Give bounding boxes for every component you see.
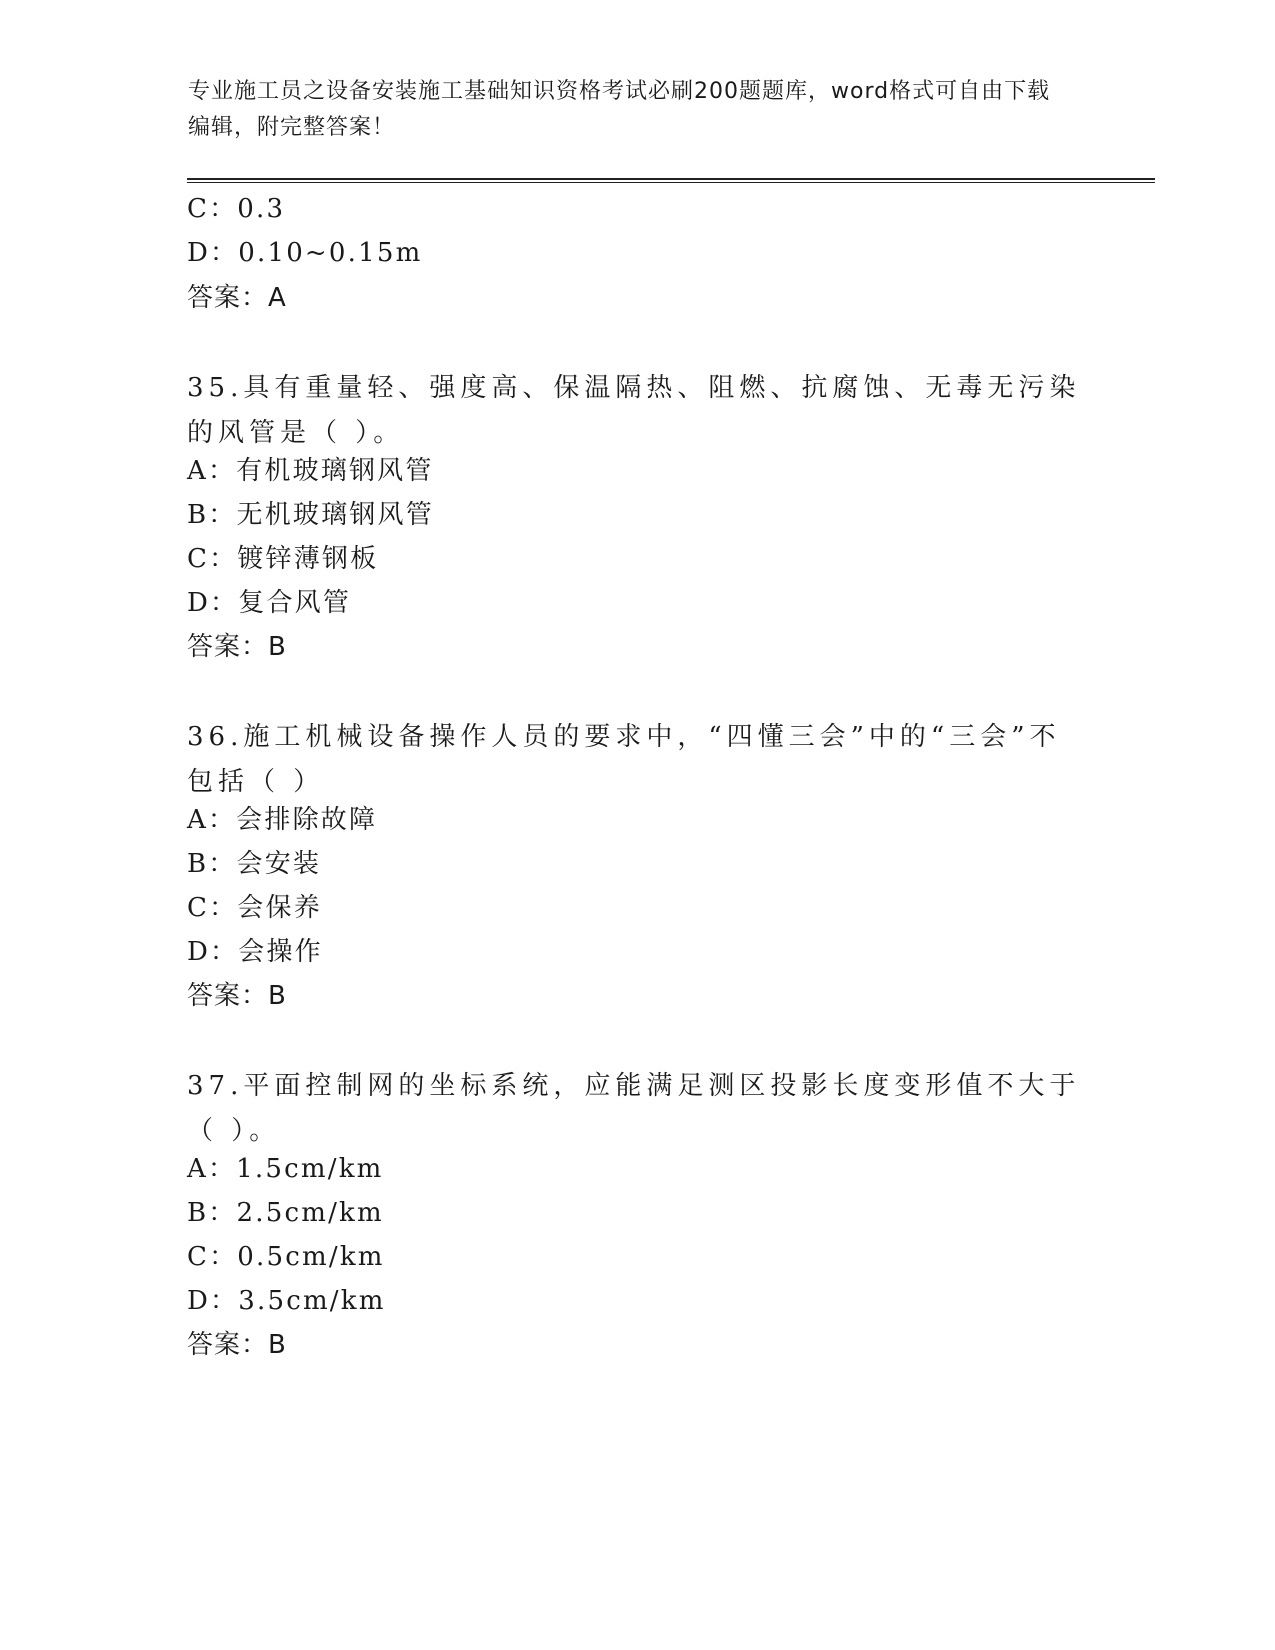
q34-option-d: D：0.10~0.15m — [187, 238, 423, 268]
q35-question: 35.具有重量轻、强度高、保温隔热、阻燃、抗腐蚀、无毒无污染的风管是（ ）。 — [187, 373, 1081, 448]
q36-answer: 答案：B — [187, 981, 287, 1011]
q36-option-d: D：会操作 — [187, 937, 323, 967]
q34-answer: 答案：A — [187, 283, 287, 313]
q37-option-a: A：1.5cm/km — [187, 1154, 384, 1184]
header-divider-thin — [187, 182, 1155, 183]
q36-option-c: C：会保养 — [187, 893, 322, 923]
q36-option-a: A：会排除故障 — [187, 805, 378, 835]
q36-question: 36.施工机械设备操作人员的要求中，“四懂三会”中的“三会”不包括（ ） — [187, 722, 1061, 797]
q35-answer: 答案：B — [187, 632, 287, 662]
q37-option-b: B：2.5cm/km — [187, 1198, 384, 1228]
q37-option-d: D：3.5cm/km — [187, 1286, 386, 1316]
q37-question: 37.平面控制网的坐标系统，应能满足测区投影长度变形值不大于（ ）。 — [187, 1071, 1081, 1146]
q35-option-b: B：无机玻璃钢风管 — [187, 500, 434, 530]
header-divider — [187, 178, 1155, 180]
q35-option-c: C：镀锌薄钢板 — [187, 544, 379, 574]
document-header: 专业施工员之设备安装施工基础知识资格考试必刷200题题库，word格式可自由下载编辑，附完整答案！ — [188, 79, 1051, 140]
q37-answer: 答案：B — [187, 1330, 287, 1360]
q37-option-c: C：0.5cm/km — [187, 1242, 385, 1272]
q34-option-c: C：0.3 — [187, 194, 286, 224]
q36-option-b: B：会安装 — [187, 849, 322, 879]
q35-option-a: A：有机玻璃钢风管 — [187, 456, 434, 486]
q35-option-d: D：复合风管 — [187, 588, 352, 618]
